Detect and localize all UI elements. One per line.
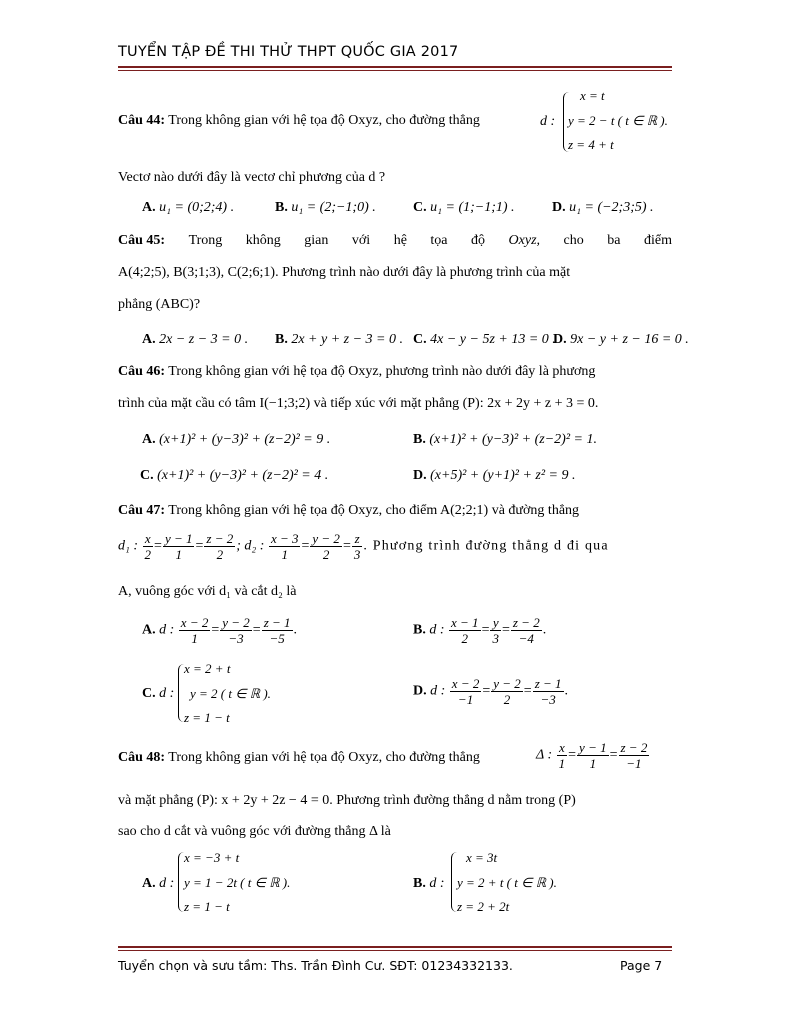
- q47-c-sys-1: x = 2 + t: [184, 661, 231, 676]
- q47-line2: d₁ : $\frac{x}{2}$ = $\frac{y - 1}{1}$ = $\frac{z - 2}{2}$ ; d₂ : $\frac{x - 3}{1}$ = $\frac{y - 2}{2}$ = $\frac{z}{3}$ . Phương trình đường thẳng d đi qua: [118, 531, 609, 562]
- q48-a-sys-2: y = 1 − 2t ( t ∈ ℝ ).: [184, 875, 291, 890]
- q46-opt-d: D. (x+5)² + (y+1)² + z² = 9 .: [413, 468, 576, 483]
- q44-sys-3: z = 4 + t: [568, 137, 614, 152]
- q48-a-sys-1: x = −3 + t: [184, 850, 240, 865]
- q45-label: Câu 45:: [118, 233, 166, 248]
- q44-line2: Vectơ nào dưới đây là vectơ chỉ phương của d ?: [118, 170, 386, 185]
- q48-label: Câu 48:: [118, 750, 166, 765]
- q44-label: Câu 44:: [118, 113, 166, 128]
- q47-stem: Câu 47: Trong không gian với hệ tọa độ Oxyz, cho điểm A(2;2;1) và đường thẳng: [118, 503, 580, 518]
- footer-rule: [118, 946, 672, 948]
- q48-b-sys-2: y = 2 + t ( t ∈ ℝ ).: [457, 875, 557, 890]
- q47-label: Câu 47:: [118, 503, 166, 518]
- q44-d: d :: [540, 114, 556, 129]
- q47-opt-a: A. d : $\frac{x - 2}{1}$ = $\frac{y - 2}{-3}$ = $\frac{z - 1}{-5}$ .: [142, 615, 298, 646]
- q46-opt-a: A. (x+1)² + (y−3)² + (z−2)² = 9 .: [142, 432, 331, 447]
- q44-opt-a: A. u₁ = (0;2;4) .: [142, 200, 235, 215]
- q47-d2-frac-3: $\frac{z}{3}$: [353, 531, 361, 562]
- q45-opt-c: C. 4x − y − 5z + 13 = 0 .: [413, 332, 556, 347]
- q47-opt-d: D. d : $\frac{x - 2}{-1}$ = $\frac{y - 2}{2}$ = $\frac{z - 1}{-3}$ .: [413, 676, 569, 707]
- q44-text: Trong không gian với hệ tọa độ Oxyz, cho đường thẳng: [165, 113, 480, 128]
- q45-stem: Câu 45: Trong không gian với hệ tọa độ Oxyz, cho ba điểm: [118, 233, 672, 248]
- footer-credit: Tuyển chọn và sưu tầm: Ths. Trần Đình Cư. SĐT: 01234332133.: [118, 958, 513, 973]
- q48-delta: Δ : $\frac{x}{1}$ = $\frac{y - 1}{1}$ = $\frac{z - 2}{-1}$: [536, 740, 648, 771]
- q46-label: Câu 46:: [118, 364, 166, 379]
- q44-stem: [118, 113, 480, 129]
- q47-opt-b: B. d : $\frac{x - 1}{2}$ = $\frac{y}{3}$ = $\frac{z - 2}{-4}$ .: [413, 615, 547, 646]
- q47-line3: A, vuông góc với d₁ và cắt d₂ là: [118, 584, 297, 599]
- q46-opt-b: B. (x+1)² + (y−3)² + (z−2)² = 1.: [413, 432, 597, 447]
- q48-b-sys-1: x = 3t: [466, 850, 498, 865]
- page-number: Page 7: [620, 958, 663, 973]
- q47-d1-frac-2: $\frac{y - 1}{1}$: [164, 531, 193, 562]
- q48-opt-a-label: A. d :: [142, 876, 175, 891]
- footer-rule-thin: [118, 950, 672, 951]
- q47-c-sys-3: z = 1 − t: [184, 710, 230, 725]
- page-header-title: TUYỂN TẬP ĐỀ THI THỬ THPT QUỐC GIA 2017: [118, 44, 459, 60]
- q47-d2-frac-1: $\frac{x - 3}{1}$: [270, 531, 299, 562]
- header-rule-thin: [118, 70, 672, 71]
- q47-d1-frac-3: $\frac{z - 2}{2}$: [206, 531, 234, 562]
- q48-line3: sao cho d cắt và vuông góc với đường thẳng Δ là: [118, 824, 391, 839]
- q44-sys-1: x = t: [580, 88, 605, 103]
- q45-opt-a: A. 2x − z − 3 = 0 .: [142, 332, 249, 347]
- q48-b-sys-3: z = 2 + 2t: [457, 899, 510, 914]
- q45-opt-b: B. 2x + y + z − 3 = 0 .: [275, 332, 404, 347]
- q47-d1-frac-1: $\frac{x}{2}$: [144, 531, 152, 562]
- q47-opt-c-label: C. d :: [142, 686, 175, 701]
- q44-opt-b: B. u₁ = (2;−1;0) .: [275, 200, 376, 215]
- q45-line3: phẳng (ABC)?: [118, 297, 201, 312]
- q45-line2: A(4;2;5), B(3;1;3), C(2;6;1). Phương trình nào dưới đây là phương trình của mặt: [118, 265, 571, 280]
- q45-opt-d: D. 9x − y + z − 16 = 0 .: [553, 332, 689, 347]
- q44-sys-2: y = 2 − t ( t ∈ ℝ ).: [568, 113, 668, 128]
- q48-opt-b-label: B. d :: [413, 876, 445, 891]
- header-rule: [118, 66, 672, 68]
- q44-opt-d: D. u₁ = (−2;3;5) .: [552, 200, 654, 215]
- q47-d2-frac-2: $\frac{y - 2}{2}$: [312, 531, 340, 562]
- q47-c-sys-2: y = 2 ( t ∈ ℝ ).: [190, 686, 271, 701]
- q46-line2: trình của mặt cầu có tâm I(−1;3;2) và tiếp xúc với mặt phẳng (P): 2x + 2y + z + 3 = 0.: [118, 396, 599, 411]
- q48-stem: Câu 48: Trong không gian với hệ tọa độ Oxyz, cho đường thẳng: [118, 750, 480, 765]
- q46-stem: Câu 46: Trong không gian với hệ tọa độ Oxyz, phương trình nào dưới đây là phương: [118, 364, 596, 379]
- q48-line2: và mặt phẳng (P): x + 2y + 2z − 4 = 0. Phương trình đường thẳng d nằm trong (P): [118, 793, 576, 808]
- q46-opt-c: C. (x+1)² + (y−3)² + (z−2)² = 4 .: [140, 468, 329, 483]
- q48-a-sys-3: z = 1 − t: [184, 899, 230, 914]
- q44-opt-c: C. u₁ = (1;−1;1) .: [413, 200, 515, 215]
